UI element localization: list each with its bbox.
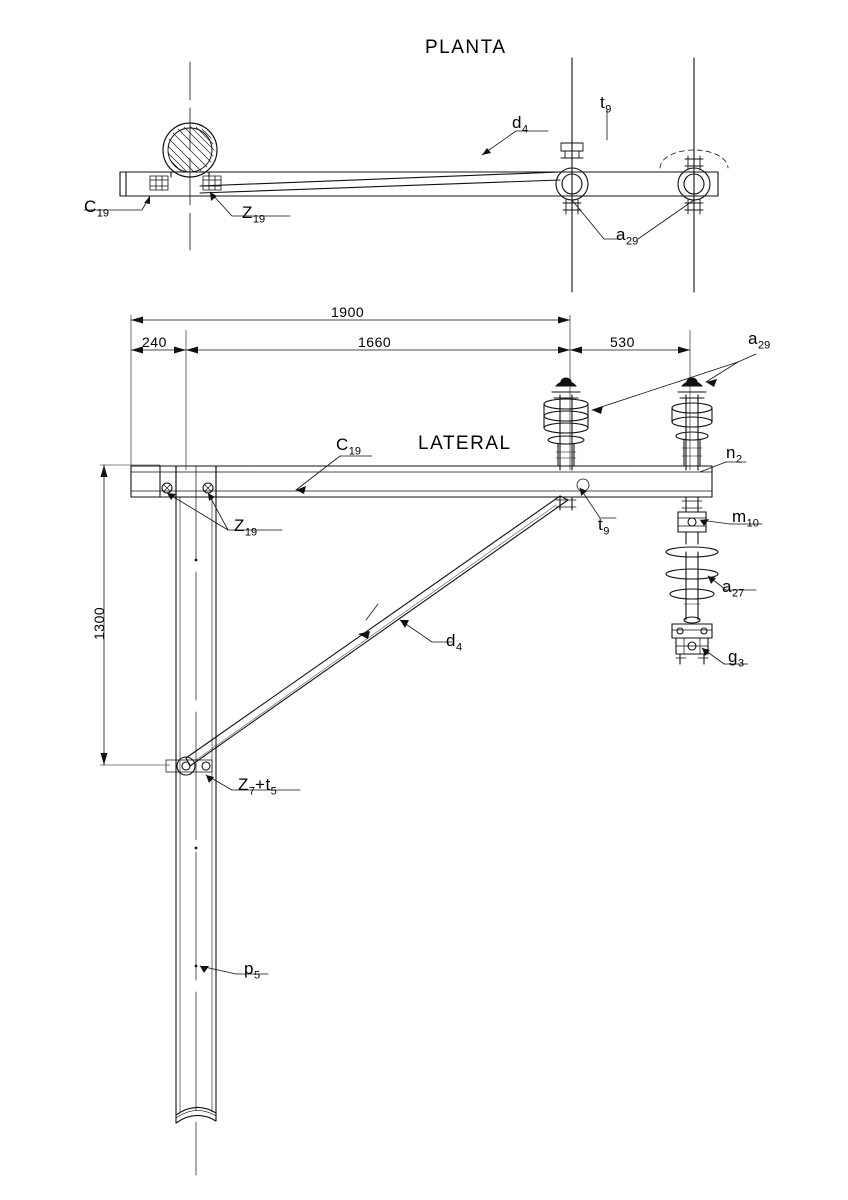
part-tag-a29-plan bbox=[616, 226, 638, 247]
part-sub: 5 bbox=[253, 969, 261, 982]
part-code: d bbox=[446, 631, 456, 650]
part-tag-d4-side bbox=[446, 632, 462, 653]
plan-view-geometry bbox=[84, 58, 728, 292]
part-sub-2: 5 bbox=[270, 785, 277, 798]
part-tag-z7t5-side bbox=[238, 776, 277, 797]
part-code: Z bbox=[242, 203, 253, 222]
part-sub: 7 bbox=[248, 785, 256, 798]
part-sub: 19 bbox=[96, 207, 110, 220]
part-sub: 9 bbox=[603, 525, 610, 538]
part-sub: 9 bbox=[605, 103, 612, 116]
part-sub: 3 bbox=[737, 657, 745, 670]
part-code: g bbox=[728, 647, 738, 666]
part-sub: 4 bbox=[521, 123, 529, 136]
part-sub: 29 bbox=[625, 235, 639, 248]
dimension-1300: 1300 bbox=[91, 606, 107, 640]
part-tag-c19-plan bbox=[84, 198, 109, 219]
part-code: d bbox=[512, 113, 522, 132]
part-code-plus: +t bbox=[255, 775, 271, 794]
part-sub: 19 bbox=[348, 445, 362, 458]
g3-clamp bbox=[672, 617, 712, 664]
part-tag-a27-side bbox=[722, 578, 744, 599]
part-code: C bbox=[84, 197, 97, 216]
part-sub: 19 bbox=[252, 213, 266, 226]
dimension-240: 240 bbox=[142, 334, 167, 350]
m10-fitting bbox=[678, 512, 706, 544]
part-tag-z19-side bbox=[234, 517, 257, 538]
part-code: a bbox=[722, 577, 732, 596]
part-code: t bbox=[600, 93, 606, 112]
part-tag-a29-side bbox=[748, 330, 770, 351]
part-sub: 19 bbox=[244, 526, 258, 539]
part-code: Z bbox=[234, 516, 245, 535]
part-code: Z bbox=[238, 775, 249, 794]
insulator-2 bbox=[672, 378, 712, 470]
part-tag-p5-side bbox=[244, 960, 260, 981]
part-sub: 27 bbox=[731, 587, 745, 600]
part-tag-c19-side bbox=[336, 436, 361, 457]
part-tag-m10-side bbox=[732, 508, 759, 529]
plan-view-title: PLANTA bbox=[425, 37, 507, 58]
part-code: C bbox=[336, 435, 349, 454]
part-code: p bbox=[244, 959, 254, 978]
part-sub: 29 bbox=[757, 339, 771, 352]
part-code: a bbox=[616, 225, 626, 244]
part-code: n bbox=[726, 443, 736, 462]
part-tag-t9-side bbox=[598, 516, 609, 537]
dimension-530: 530 bbox=[610, 334, 635, 350]
part-code: t bbox=[598, 515, 604, 534]
part-sub: 4 bbox=[455, 641, 463, 654]
part-tag-g3-side bbox=[728, 648, 744, 669]
part-tag-n2-side bbox=[726, 444, 742, 465]
part-sub: 10 bbox=[746, 517, 759, 530]
part-tag-z19-plan bbox=[242, 204, 265, 225]
dimension-1900: 1900 bbox=[331, 304, 365, 320]
part-tag-t9-plan bbox=[600, 94, 611, 115]
part-code: m bbox=[732, 507, 747, 526]
side-view-title: LATERAL bbox=[418, 433, 512, 454]
dimension-1660: 1660 bbox=[358, 334, 392, 350]
part-code: a bbox=[748, 329, 758, 348]
a27-insulator bbox=[666, 547, 718, 620]
part-tag-d4-plan bbox=[512, 114, 528, 135]
n2-bolt bbox=[682, 497, 702, 512]
part-sub: 2 bbox=[735, 453, 743, 466]
